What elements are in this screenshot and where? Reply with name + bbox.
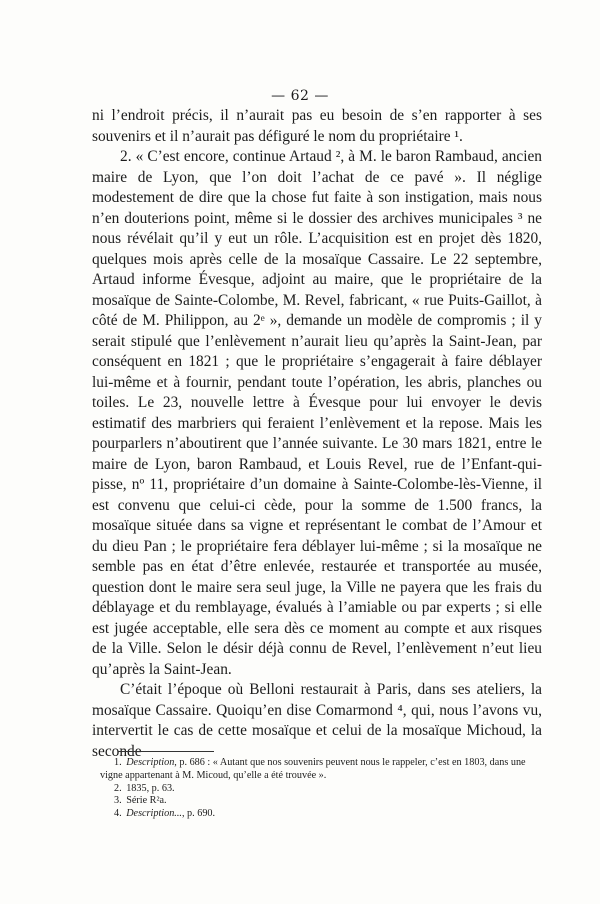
paragraph-belloni: C’était l’époque où Belloni restaurait à Paris, dans ses ateliers, la mosaïque Cassaire. Quoiqu’en dise Comarmond ⁴, qui, nous l’avons vu, intervertit le cas de cette mosaïque et celui de la mosaïque Michoud, la seconde <box>92 681 542 760</box>
footnote-title: Description <box>126 757 175 768</box>
footnote-text: , p. 686 : « Autant que nos souvenirs peuvent nous le rappeler, c’est en 1803, dans une vigne appartenant à M. Micoud, qu’elle a été trouvée ». <box>100 757 526 781</box>
footnote-1 <box>100 757 540 783</box>
footnote-3 <box>100 795 540 808</box>
footnote-4 <box>100 808 540 821</box>
footnote-divider <box>118 751 214 752</box>
footnotes <box>100 757 540 821</box>
footnote-title: Description... <box>126 808 182 820</box>
footnote-number: 1. <box>114 757 122 768</box>
footnote-number: 4. <box>114 808 122 820</box>
footnote-2 <box>100 783 540 796</box>
footnote-number: 3. <box>114 795 122 807</box>
footnote-number: 2. <box>114 782 122 794</box>
paragraph-continuation: ni l’endroit précis, il n’aurait pas eu besoin de s’en rapporter à ses souvenirs et il n’aurait pas défiguré le nom du propriétaire ¹. <box>92 107 542 145</box>
body-text <box>92 106 542 762</box>
footnote-text: , p. 690. <box>181 808 216 820</box>
paragraph-item-2: 2. « C’est encore, continue Artaud ², à M. le baron Rambaud, ancien maire de Lyon, que l’on doit l’achat de ce pavé ». Il néglige modestement de dire que la chose fut faite à son instigation, mais nous n’en douterions point, même si le dossier des archives municipales ³ ne nous révélait qu’il y eut un rôle. L’acquisition est en projet dès 1820, quelques mois après celle de la mosaïque Cassaire. Le 22 septembre, Artaud informe Évesque, adjoint au maire, que le propriétaire de la mosaïque de Sainte-Colombe, M. Revel, fabricant, « rue Puits-Gaillot, à côté de M. Philippon, au 2ᵉ », demande un modèle de compromis ; il y serait stipulé que l’enlèvement n’aurait lieu qu’après la Saint-Jean, par conséquent en 1821 ; que le propriétaire s’engagerait à faire déblayer lui-même et à fournir, pendant toute l’opération, les abris, planches ou toiles. Le 23, nouvelle lettre à Évesque pour lui envoyer le devis estimatif des marbriers qui feraient l’enlèvement et la repose. Mais les pourparlers n’aboutirent que l’année suivante. Le 30 mars 1821, entre le maire de Lyon, baron Rambaud, et Louis Revel, rue de l’Enfant-qui-pisse, nº 11, propriétaire d’un domaine à Sainte-Colombe-lès-Vienne, il est convenu que celui-ci cède, pour la somme de 1.500 francs, la mosaïque située dans sa vigne et représentant le combat de l’Amour et du dieu Pan ; le propriétaire fera déblayer lui-même ; si la mosaïque ne semble pas en état d’être enlevée, restaurée et transportée au musée, question dont le maire sera seul juge, la Ville ne payera que les frais du déblayage et du remblayage, évalués à l’amiable ou par experts ; si elle est jugée acceptable, elle sera dès ce moment au compte et aux risques de la Ville. Selon le désir déjà connu de Revel, l’enlèvement n’eut lieu qu’après la Saint-Jean. <box>92 148 542 678</box>
footnote-text: 1835, p. 63. <box>126 782 175 794</box>
footnote-text: Série R²a. <box>126 795 167 807</box>
page-number: — 62 — <box>271 88 329 104</box>
